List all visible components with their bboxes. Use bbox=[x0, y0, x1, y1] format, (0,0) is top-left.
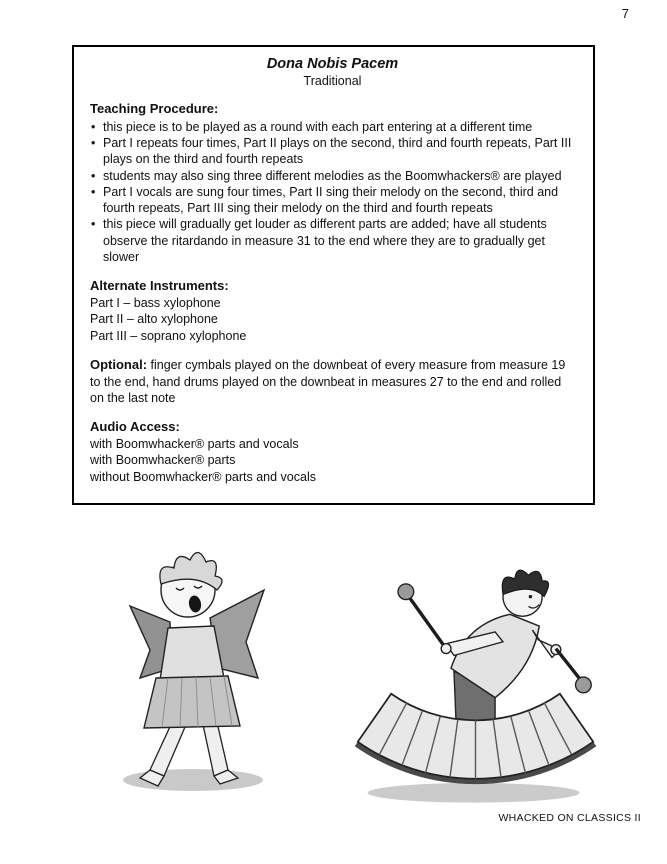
optional-text: finger cymbals played on the downbeat of every measure from measure 19 to the end, hand drums played on the downbeat in measures 27 to the end and rolled on the last note bbox=[90, 357, 566, 405]
teaching-procedure-list bbox=[90, 119, 575, 265]
marimba-player-illustration bbox=[348, 553, 603, 808]
singer-skirt bbox=[144, 676, 240, 728]
bullet-item: • this piece will gradually get louder as different parts are added; have all students observe the ritardando in measure 31 to the end where they are to gradually get slower bbox=[90, 216, 575, 265]
singer-illustration bbox=[98, 530, 283, 795]
optional-paragraph bbox=[90, 357, 575, 406]
bullet-item: • this piece is to be played as a round with each part entering at a different time bbox=[90, 119, 575, 135]
bullet-item: • Part I vocals are sung four times, Part II sing their melody on the second, third and fourth repeats, Part III sing their melody on the third and fourth repeats bbox=[90, 184, 575, 217]
instrument-line: Part III – soprano xylophone bbox=[90, 328, 247, 343]
instrument-line: Part II – alto xylophone bbox=[90, 312, 218, 327]
audio-line: with Boomwhacker® parts and vocals bbox=[90, 437, 299, 452]
mallet-icon bbox=[556, 649, 591, 693]
page-number: 7 bbox=[621, 6, 629, 21]
mallet-icon bbox=[398, 584, 446, 649]
piece-subtitle: Traditional bbox=[303, 74, 362, 88]
piece-title: Dona Nobis Pacem bbox=[266, 56, 399, 72]
teaching-procedure-heading: Teaching Procedure: bbox=[90, 101, 219, 116]
lesson-info-box bbox=[72, 45, 595, 505]
section-audio-access bbox=[90, 419, 575, 485]
bullet-item: • Part I repeats four times, Part II plays on the second, third and fourth repeats, Part III plays on the third and fourth repeats bbox=[90, 135, 575, 168]
section-teaching-procedure bbox=[90, 101, 575, 265]
alternate-instruments-heading: Alternate Instruments: bbox=[90, 278, 229, 294]
audio-line: without Boomwhacker® parts and vocals bbox=[90, 469, 316, 484]
section-alternate-instruments bbox=[90, 278, 575, 344]
audio-access-heading: Audio Access: bbox=[90, 419, 180, 435]
audio-line: with Boomwhacker® parts bbox=[90, 453, 236, 468]
singer-torso bbox=[160, 626, 224, 680]
section-optional bbox=[90, 357, 575, 406]
instrument-line: Part I – bass xylophone bbox=[90, 296, 221, 311]
player-shadow bbox=[368, 783, 580, 803]
book-title-footer: WHACKED ON CLASSICS II bbox=[498, 812, 641, 824]
optional-label: Optional: bbox=[90, 356, 148, 372]
bullet-item: • students may also sing three different melodies as the Boomwhackers® are played bbox=[90, 168, 575, 184]
